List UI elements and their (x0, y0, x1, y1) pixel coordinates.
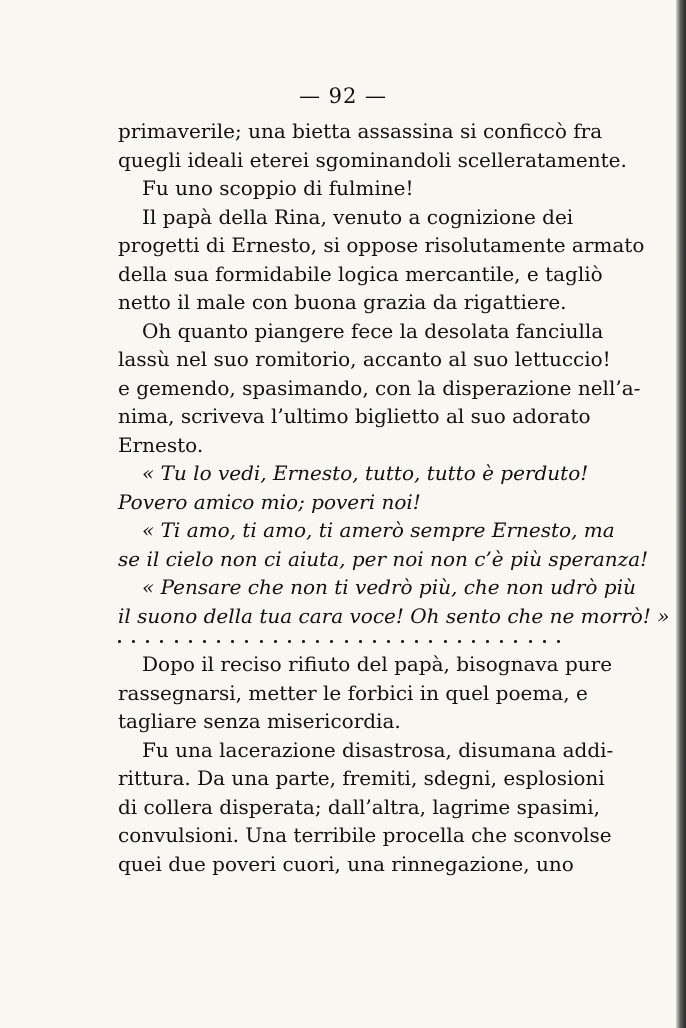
separator-dot (500, 640, 503, 643)
separator-dot (415, 640, 418, 643)
text-line: Il papà della Rina, venuto a cognizione dei (142, 204, 574, 229)
quoted-line: il suono della tua cara voce! Oh sento che ne morrò! » (118, 603, 670, 628)
separator-dot (514, 640, 517, 643)
text-line: nima, scriveva l’ultimo biglietto al suo adorato (118, 404, 591, 428)
quoted-line: « Ti amo, ti amo, ti amerò sempre Ernesto, ma (142, 518, 615, 542)
separator-dot (557, 640, 560, 643)
separator-dot (316, 640, 319, 643)
separator-dot (302, 640, 305, 643)
text-block-bottom (118, 650, 614, 878)
separator-dot (274, 640, 277, 643)
text-line: di collera disperata; dall’altra, lagrime spasimi, (118, 794, 600, 819)
separator-dot (146, 640, 149, 643)
separator-dot (359, 640, 362, 643)
quoted-line: « Pensare che non ti vedrò più, che non udrò più (142, 575, 636, 599)
separator-dot (160, 640, 163, 643)
separator-dot (373, 640, 376, 643)
text-line: Fu uno scoppio di fulmine! (142, 176, 414, 200)
separator-dot (217, 640, 220, 643)
text-block-top (118, 117, 670, 630)
text-line: quegli ideali eterei sgominandoli scelleratamente. (118, 147, 627, 172)
separator-dot (260, 640, 263, 643)
text-line: convulsioni. Una terribile procella che sconvolse (118, 823, 612, 847)
text-line: Ernesto. (118, 432, 204, 457)
quoted-line: se il cielo non ci aiuta, per noi non c’è più speranza! (118, 546, 649, 571)
separator-dot (203, 640, 206, 643)
text-line: rassegnarsi, metter le forbici in quel poema, e (118, 680, 588, 705)
separator-dot (472, 640, 475, 643)
separator-dot (118, 640, 121, 643)
separator-dot (444, 640, 447, 643)
separator-dot (288, 640, 291, 643)
text-line: e gemendo, spasimando, con la disperazione nell’a- (118, 375, 641, 400)
text-line: lassù nel suo romitorio, accanto al suo lettuccio! (118, 347, 611, 371)
separator-dot (175, 640, 178, 643)
separator-dot (231, 640, 234, 643)
text-line: primaverile; una bietta assassina si conficcò fra (118, 119, 603, 143)
separator-dot (458, 640, 461, 643)
separator-dot (345, 640, 348, 643)
separator-dot (486, 640, 489, 643)
separator-dot (401, 640, 404, 643)
separator-dot (132, 640, 135, 643)
separator-dot (543, 640, 546, 643)
text-line: progetti di Ernesto, si oppose risolutamente armato (118, 233, 645, 257)
quoted-line: « Tu lo vedi, Ernesto, tutto, tutto è perduto! (142, 461, 589, 485)
text-line: Fu una lacerazione disastrosa, disumana addi- (142, 737, 614, 762)
page-edge-shadow (676, 0, 686, 1028)
text-line: netto il male con buona grazia da rigattiere. (118, 290, 567, 314)
page-number: — 92 — (298, 84, 388, 108)
text-line: Dopo il reciso rifiuto del papà, bisognava pure (142, 652, 613, 676)
separator-dot (429, 640, 432, 643)
separator-dot (387, 640, 390, 643)
text-line: Oh quanto piangere fece la desolata fanciulla (142, 318, 604, 343)
text-line: tagliare senza misericordia. (118, 709, 401, 733)
separator-dot (330, 640, 333, 643)
text-line: quei due poveri cuori, una rinnegazione, uno (118, 851, 574, 876)
separator-dot (189, 640, 192, 643)
text-line: rittura. Da una parte, fremiti, sdegni, esplosioni (118, 766, 605, 790)
separator-dot (529, 640, 532, 643)
quoted-line: Povero amico mio; poveri noi! (118, 489, 421, 514)
separator-dot (245, 640, 248, 643)
text-line: della sua formidabile logica mercantile, e tagliò (118, 261, 603, 286)
ellipsis-separator (118, 631, 560, 651)
